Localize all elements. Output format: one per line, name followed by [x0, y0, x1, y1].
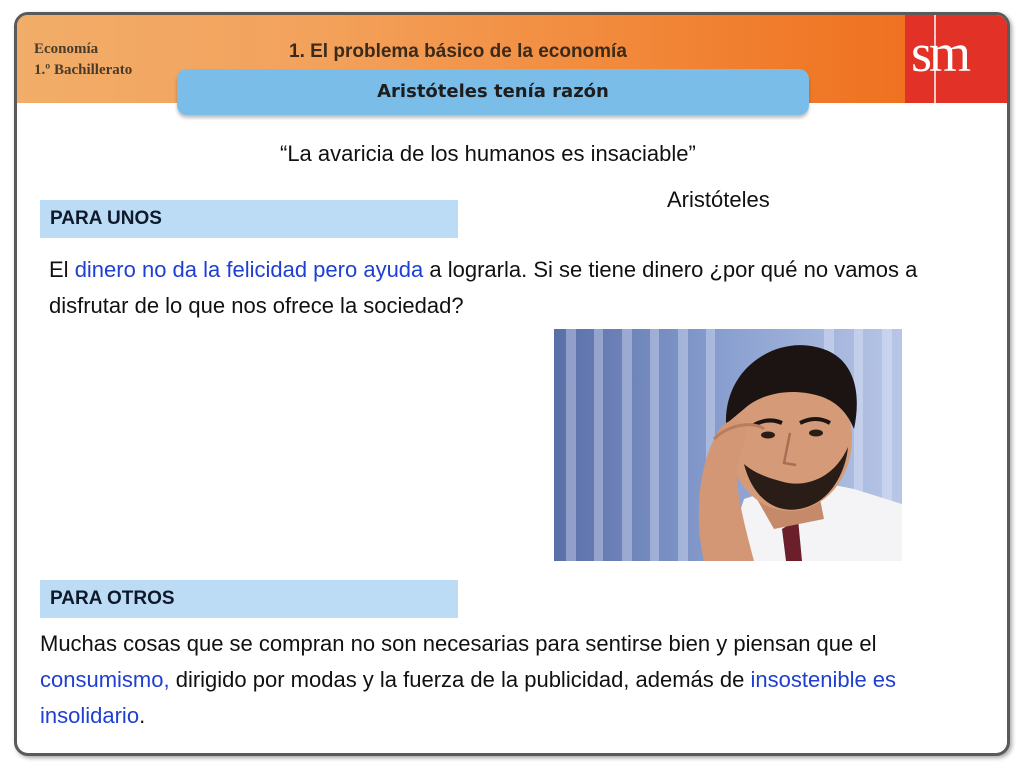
- highlight-text: consumismo,: [40, 667, 170, 692]
- quote-author: Aristóteles: [667, 187, 770, 212]
- text-segment: Muchas cosas que se compran no son necesarias para sentirse bien y piensan que el: [40, 631, 877, 656]
- label-para-otros: PARA OTROS: [40, 580, 458, 618]
- highlight-text: dinero no da la felicidad pero ayuda: [74, 257, 424, 282]
- text-segment: .: [139, 703, 146, 728]
- chapter-title: 1. El problema básico de la economía: [289, 41, 627, 62]
- label-para-unos: PARA UNOS: [40, 200, 458, 238]
- slide-frame: [14, 12, 1010, 756]
- paragraph-para-unos: [49, 252, 979, 324]
- sm-logo: [905, 15, 1007, 103]
- man-illustration: [554, 329, 902, 561]
- course-label: [34, 39, 132, 81]
- photo-pensive-man: [554, 329, 902, 561]
- highlight-text: insostenible es insolidario: [40, 667, 897, 728]
- slide-subtitle: Aristóteles tenía razón: [177, 69, 809, 115]
- text-segment: dirigido por modas y la fuerza de la publicidad, además de: [169, 667, 751, 692]
- course-level: 1.º Bachillerato: [34, 62, 133, 78]
- logo-text: sm: [911, 23, 969, 83]
- course-subject: Economía: [34, 41, 99, 57]
- text-segment: a lograrla. Si se tiene dinero ¿por qué no vamos a disfrutar de lo que nos ofrece la sociedad?: [49, 257, 918, 318]
- text-segment: El: [49, 257, 75, 282]
- quote-text: “La avaricia de los humanos es insaciable”: [280, 141, 696, 166]
- paragraph-para-otros: [40, 626, 970, 734]
